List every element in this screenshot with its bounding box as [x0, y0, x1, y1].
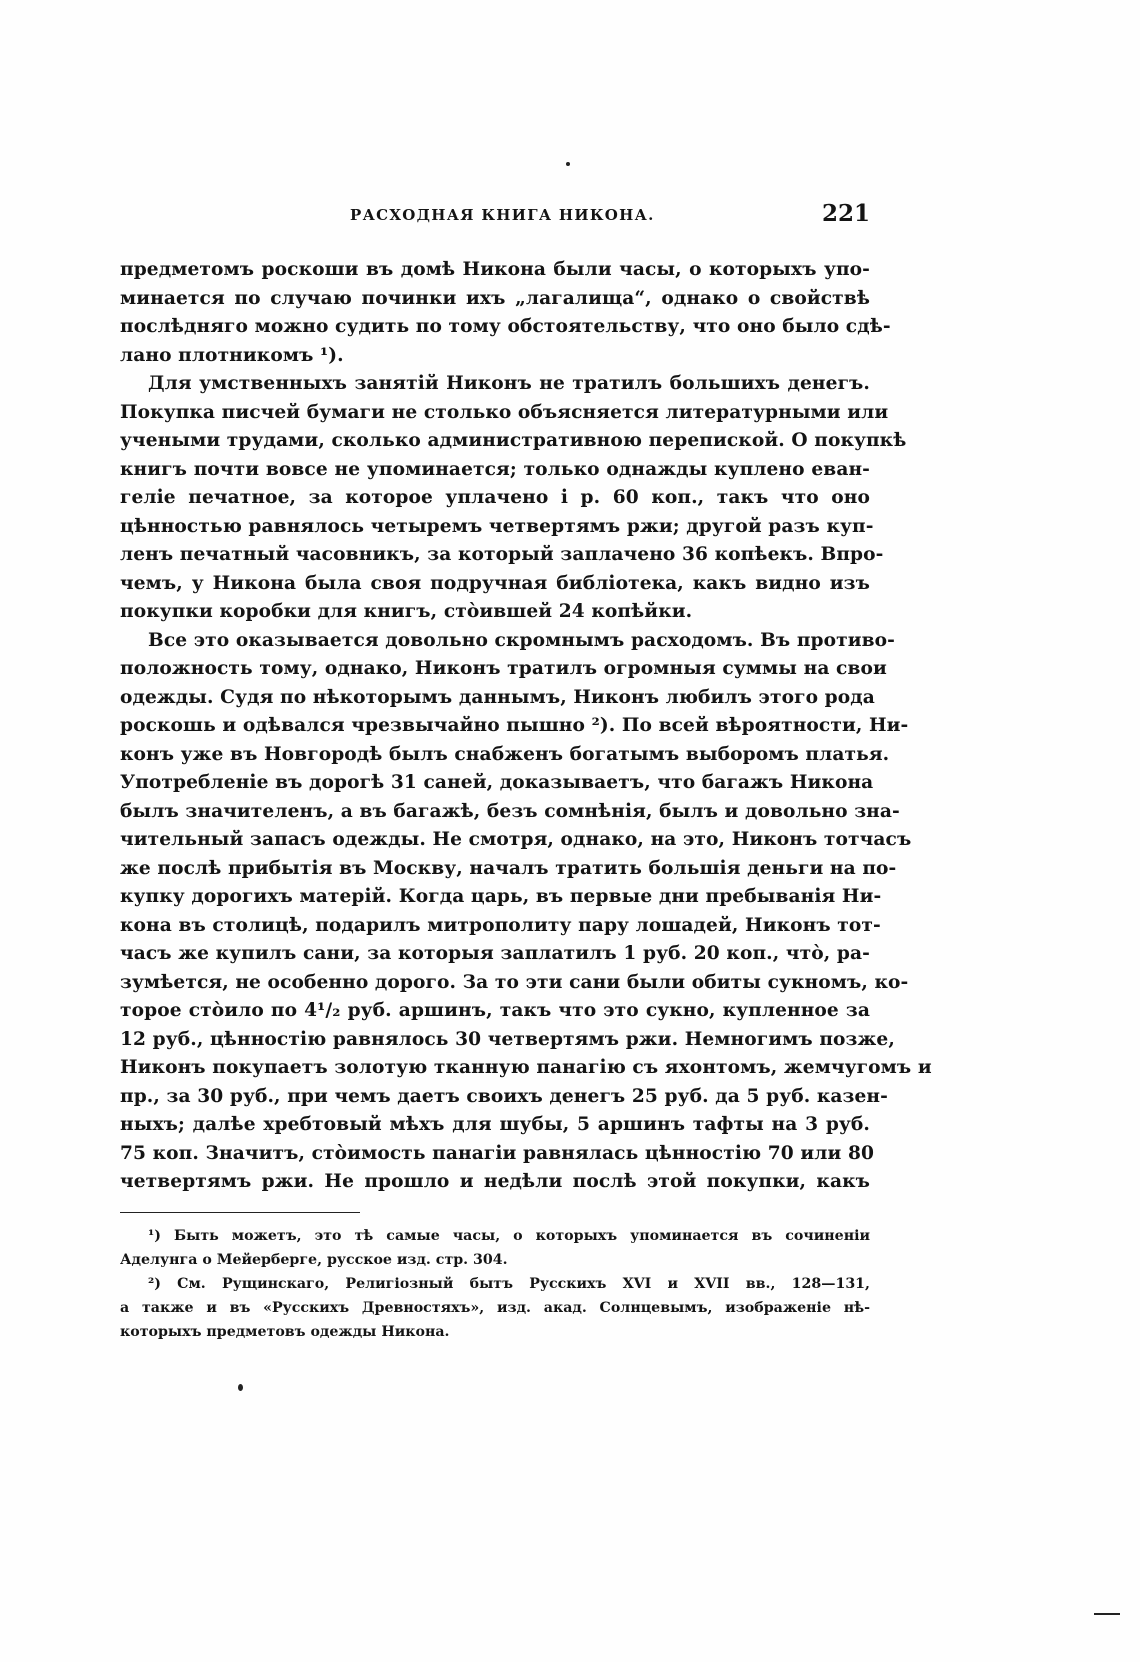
text-line: Никонъ покупаетъ золотую тканную панагію съ яхонтомъ, жемчугомъ и	[120, 1057, 932, 1078]
text-line: геліе печатное, за которое уплачено і р. 60 коп., такъ что оно	[120, 487, 870, 508]
text-line: четвертямъ ржи. Не прошло и недѣли послѣ этой покупки, какъ	[120, 1171, 870, 1192]
text-line: предметомъ роскоши въ домѣ Никона были часы, о которыхъ упо-	[120, 259, 870, 280]
footnote-line: а также и въ «Русскихъ Древностяхъ», изд. акад. Солнцевымъ, изображеніе нѣ-	[120, 1300, 870, 1316]
paragraph-1	[120, 256, 891, 370]
paragraph-2	[120, 370, 907, 627]
main-text	[120, 256, 932, 1197]
ink-speck	[238, 1384, 243, 1391]
text-line: Все это оказывается довольно скромнымъ расходомъ. Въ противо-	[148, 629, 895, 651]
footnote-line: ¹) Быть можетъ, это тѣ самые часы, о которыхъ упоминается въ сочиненіи	[148, 1228, 870, 1244]
text-line: конъ уже въ Новгородѣ былъ снабженъ богатымъ выборомъ платья.	[120, 743, 890, 765]
text-line: Употребленіе въ дорогѣ 31 саней, доказываетъ, что багажъ Никона	[120, 772, 874, 793]
footnote-line: которыхъ предметовъ одежды Никона.	[120, 1324, 450, 1340]
footnotes	[120, 1224, 870, 1344]
footnote-separator	[120, 1212, 360, 1213]
text-line: же послѣ прибытія въ Москву, началъ тратить большія деньги на по-	[120, 857, 897, 879]
text-line: роскошь и одѣвался чрезвычайно пышно ²). По всей вѣроятности, Ни-	[120, 715, 909, 736]
text-line: лано плотникомъ ¹).	[120, 344, 344, 366]
text-line: учеными трудами, сколько административною перепиской. О покупкѣ	[120, 430, 907, 451]
footnote-line: Аделунга о Мейерберге, русское изд. стр. 304.	[120, 1252, 508, 1268]
text-line: книгъ почти вовсе не упоминается; только однажды куплено еван-	[120, 458, 870, 480]
text-line: одежды. Судя по нѣкоторымъ даннымъ, Никонъ любилъ этого рода	[120, 686, 875, 708]
footnote-2	[120, 1272, 870, 1344]
paragraph-3	[120, 627, 932, 1197]
ink-speck	[566, 162, 570, 166]
text-line: часъ же купилъ сани, за которыя заплатилъ 1 руб. 20 коп., чтò, ра-	[120, 943, 870, 964]
page-number: 221	[821, 200, 870, 227]
text-line: послѣдняго можно судить по тому обстоятельству, что оно было сдѣ-	[120, 316, 891, 337]
text-line: Покупка писчей бумаги не столько объясняется литературными или	[120, 401, 889, 423]
text-line: 12 руб., цѣнностію равнялось 30 четвертямъ ржи. Немногимъ позже,	[120, 1028, 895, 1050]
text-line: цѣнностью равнялось четыремъ четвертямъ ржи; другой разъ куп-	[120, 515, 874, 537]
text-line: торое стòило по 4¹/₂ руб. аршинъ, такъ что это сукно, купленное за	[120, 1000, 870, 1021]
edge-mark	[1094, 1613, 1120, 1615]
text-line: кона въ столицѣ, подарилъ митрополиту пару лошадей, Никонъ тот-	[120, 914, 881, 936]
running-header	[120, 200, 870, 230]
text-line: минается по случаю починки ихъ „лагалища“, однако о свойствѣ	[120, 287, 870, 309]
text-line: зумѣется, не особенно дорого. За то эти сани были обиты сукномъ, ко-	[120, 971, 909, 993]
text-line: покупки коробки для книгъ, стòившей 24 копѣйки.	[120, 601, 693, 622]
running-title: РАСХОДНАЯ КНИГА НИКОНА.	[350, 206, 655, 224]
text-line: ныхъ; далѣе хребтовый мѣхъ для шубы, 5 аршинъ тафты на 3 руб.	[120, 1114, 870, 1135]
text-line: ленъ печатный часовникъ, за который заплачено 36 копѣекъ. Впро-	[120, 544, 884, 565]
text-line: купку дорогихъ матерій. Когда царь, въ первые дни пребыванія Ни-	[120, 886, 882, 907]
text-line: Для умственныхъ занятій Никонъ не тратилъ большихъ денегъ.	[148, 373, 870, 394]
text-line: былъ значителенъ, а въ багажѣ, безъ сомнѣнія, былъ и довольно зна-	[120, 800, 900, 822]
footnote-1	[120, 1224, 870, 1272]
text-line: чительный запасъ одежды. Не смотря, однако, на это, Никонъ тотчасъ	[120, 829, 912, 850]
footnote-line: ²) См. Рущинскаго, Религіозный бытъ Русскихъ XVI и XVII вв., 128—131,	[148, 1276, 870, 1292]
text-line: пр., за 30 руб., при чемъ даетъ своихъ денегъ 25 руб. да 5 руб. казен-	[120, 1085, 888, 1107]
text-line: чемъ, у Никона была своя подручная библіотека, какъ видно изъ	[120, 572, 870, 594]
text-line: положность тому, однако, Никонъ тратилъ огромныя суммы на свои	[120, 658, 887, 679]
text-line: 75 коп. Значитъ, стòимость панагіи равнялась цѣнностію 70 или 80	[120, 1142, 875, 1164]
